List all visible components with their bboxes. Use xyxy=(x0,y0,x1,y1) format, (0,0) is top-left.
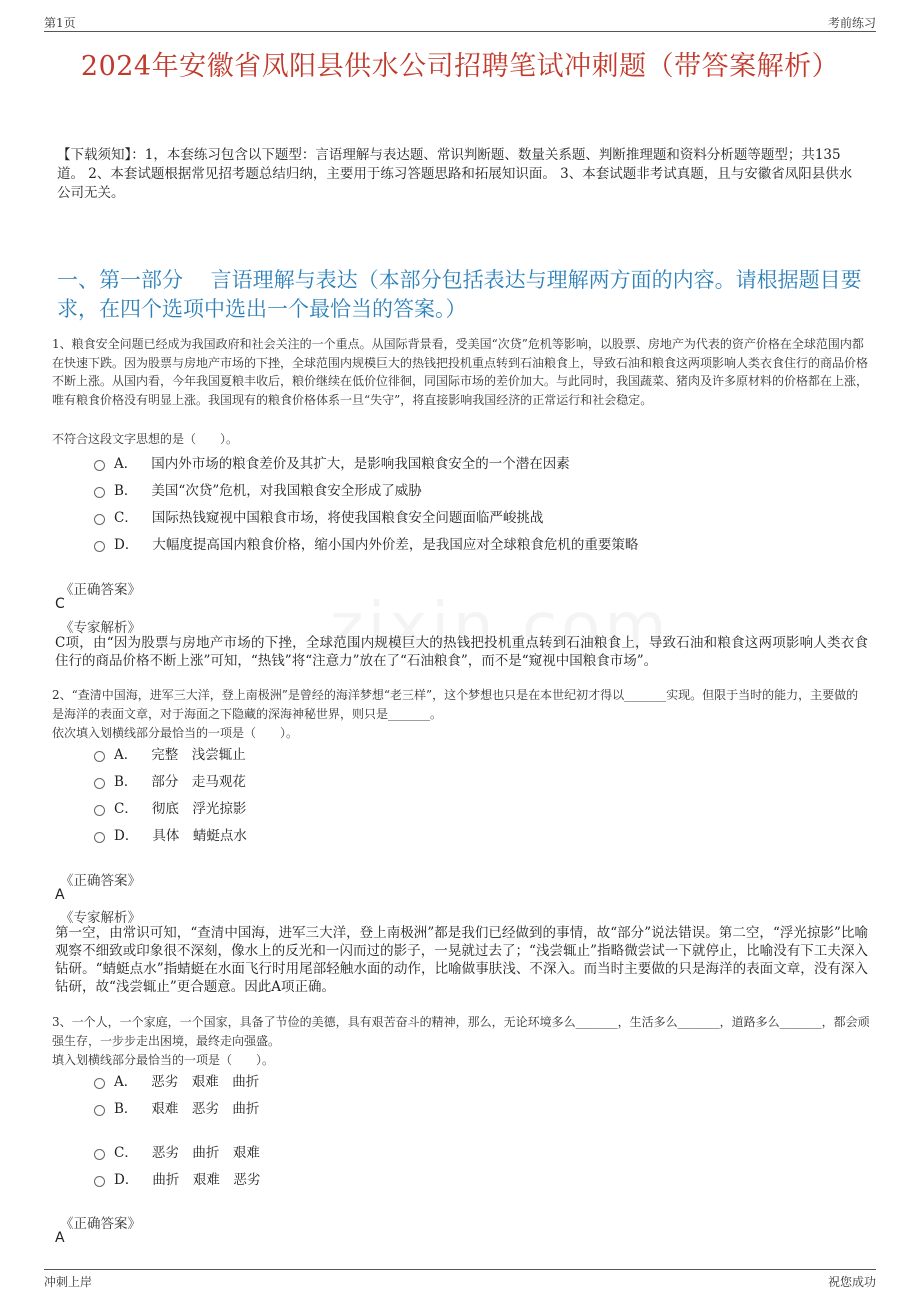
option-text: 美国“次贷”危机，对我国粮食安全形成了威胁 xyxy=(151,483,422,499)
answer-label: 《正确答案》 xyxy=(60,582,141,598)
option-text: 国际热钱窥视中国粮食市场，将使我国粮食安全问题面临严峻挑战 xyxy=(151,510,544,526)
option-letter: D． xyxy=(114,1172,139,1188)
answer-label: 《正确答案》 xyxy=(60,873,141,889)
question-2-option-d[interactable] xyxy=(94,827,247,845)
option-letter: C． xyxy=(114,510,138,526)
question-3-option-a[interactable] xyxy=(94,1073,259,1091)
option-letter: D． xyxy=(114,537,139,553)
question-1-stem: 1、粮食安全问题已经成为我国政府和社会关注的一个重点。从国际背景看，受美国“次贷”危机等影响，以股票、房地产为代表的资产价格在全球范围内都在快速下跌。因为股票与房地产市场的下挫，全球范围内规模巨大的热钱把投机重点转到石油粮食上，导致石油和粮食这两项影响人类衣食住行的商品价格不断上涨。从国内看，今年我国夏粮丰收后，粮价继续在低价位徘徊，同国际市场的差价加大。与此同时，我国蔬菜、猪肉及许多原材料的价格都在上涨，唯有粮食价格没有明显上涨。我国现有的粮食价格体系一旦“失守”，将直接影响我国经济的正常运行和社会稳定。 xyxy=(52,337,869,407)
option-letter: B． xyxy=(114,774,138,790)
question-2-analysis: 第一空，由常识可知，“查清中国海，进军三大洋，登上南极洲”都是我们已经做到的事情，故“部分”说法错误。第二空，“浮光掠影”比喻观察不细致或印象很不深刻，像水上的反光和一闪而过的影子，一晃就过去了；“浅尝辄止”指略微尝试一下就停止，比喻没有下工夫深入钻研。“蜻蜓点水”指蜻蜓在水面飞行时用尾部轻触水面的动作，比喻做事肤浅、不深入。而当时主要做的只是海洋的表面文章，没有深入钻研，故“浅尝辄止”更合题意。因此A项正确。 xyxy=(55,925,868,995)
question-1-option-c[interactable] xyxy=(94,509,543,527)
option-text: 彻底 浮光掠影 xyxy=(151,801,247,817)
question-3-stem: 3、一个人，一个家庭，一个国家，具备了节俭的美德，具有艰苦奋斗的精神，那么，无论环境多么_______，生活多么_______，道路多么_______，都会顽强生存，一步步走出困境，最终走向强盛。 xyxy=(52,1015,870,1048)
footer-right: 祝您成功 xyxy=(827,1275,876,1289)
radio-icon[interactable] xyxy=(94,805,105,816)
question-2-option-a[interactable] xyxy=(94,746,246,764)
question-1-prompt: 不符合这段文字思想的是（ ）。 xyxy=(52,432,239,446)
radio-icon[interactable] xyxy=(94,1078,105,1089)
option-text: 艰难 恶劣 曲折 xyxy=(151,1101,260,1117)
radio-icon[interactable] xyxy=(94,514,105,525)
analysis-label: 《专家解析》 xyxy=(60,620,141,636)
option-text: 大幅度提高国内粮食价格，缩小国内外价差，是我国应对全球粮食危机的重要策略 xyxy=(152,537,639,553)
question-3-prompt: 填入划横线部分最恰当的一项是（ ）。 xyxy=(52,1053,275,1067)
question-1-analysis: C项，由“因为股票与房地产市场的下挫，全球范围内规模巨大的热钱把投机重点转到石油粮食上，导致石油和粮食这两项影响人类衣食住行的商品价格不断上涨”可知，“热钱”将“注意力”放在了“石油粮食”，而不是“窥视中国粮食市场”。 xyxy=(55,635,868,669)
footer-divider xyxy=(44,1269,876,1270)
radio-icon[interactable] xyxy=(94,778,105,789)
option-text: 部分 走马观花 xyxy=(151,774,246,790)
option-letter: C． xyxy=(114,801,138,817)
option-letter: A． xyxy=(114,456,138,472)
question-2-option-b[interactable] xyxy=(94,773,246,791)
question-1-option-a[interactable] xyxy=(94,455,570,473)
option-letter: D． xyxy=(114,828,139,844)
option-letter: C． xyxy=(114,1145,138,1161)
radio-icon[interactable] xyxy=(94,460,105,471)
document-title: 2024年安徽省凤阳县供水公司招聘笔试冲刺题（带答案解析） xyxy=(80,51,840,82)
question-2-stem: 2、“查清中国海，进军三大洋，登上南极洲”是曾经的海洋梦想“老三样”，这个梦想也只是在本世纪初才得以_______实现。但限于当时的能力，主要做的是海洋的表面文章，对于海面之下隐藏的深海神秘世界，则只是_______。 xyxy=(52,688,859,721)
question-1-option-d[interactable] xyxy=(94,536,638,554)
footer-left: 冲刺上岸 xyxy=(44,1275,93,1289)
radio-icon[interactable] xyxy=(94,832,105,843)
question-2-option-c[interactable] xyxy=(94,800,246,818)
header-divider xyxy=(44,31,876,32)
question-1-answer: C xyxy=(55,596,65,612)
option-letter: B． xyxy=(114,1101,138,1117)
option-letter: A． xyxy=(114,1074,138,1090)
question-3-option-d[interactable] xyxy=(94,1171,260,1189)
answer-label: 《正确答案》 xyxy=(60,1216,141,1232)
radio-icon[interactable] xyxy=(94,751,105,762)
radio-icon[interactable] xyxy=(94,487,105,498)
option-text: 恶劣 曲折 艰难 xyxy=(151,1145,260,1161)
radio-icon[interactable] xyxy=(94,1149,105,1160)
question-2-answer: A xyxy=(55,887,65,903)
option-text: 曲折 艰难 恶劣 xyxy=(152,1172,261,1188)
radio-icon[interactable] xyxy=(94,541,105,552)
question-1-option-b[interactable] xyxy=(94,482,422,500)
analysis-label: 《专家解析》 xyxy=(60,910,141,926)
question-2-prompt: 依次填入划横线部分最恰当的一项是（ ）。 xyxy=(52,726,299,740)
section-heading: 一、第一部分 言语理解与表达（本部分包括表达与理解两方面的内容。请根据题目要求，在四个选项中选出一个最恰当的答案。） xyxy=(57,268,862,321)
download-notice: 【下载须知】：1，本套练习包含以下题型：言语理解与表达题、常识判断题、数量关系题、判断推理题和资料分析题等题型；共135道。 2、本套试题根据常见招考题总结归纳，主要用于练习答题思路和拓展知识面。 3、本套试题非考试真题，且与安徽省凤阳县供水公司无关。 xyxy=(57,147,853,201)
radio-icon[interactable] xyxy=(94,1105,105,1116)
page-number: 第1页 xyxy=(44,16,76,30)
option-text: 国内外市场的粮食差价及其扩大，是影响我国粮食安全的一个潜在因素 xyxy=(151,456,570,472)
question-3-option-c[interactable] xyxy=(94,1144,260,1162)
question-3-option-b[interactable] xyxy=(94,1100,259,1118)
option-text: 恶劣 艰难 曲折 xyxy=(151,1074,260,1090)
header-label: 考前练习 xyxy=(827,16,876,30)
radio-icon[interactable] xyxy=(94,1176,105,1187)
question-3-answer: A xyxy=(55,1230,65,1246)
option-letter: A． xyxy=(114,747,138,763)
option-text: 完整 浅尝辄止 xyxy=(151,747,246,763)
option-text: 具体 蜻蜓点水 xyxy=(152,828,247,844)
option-letter: B． xyxy=(114,483,138,499)
